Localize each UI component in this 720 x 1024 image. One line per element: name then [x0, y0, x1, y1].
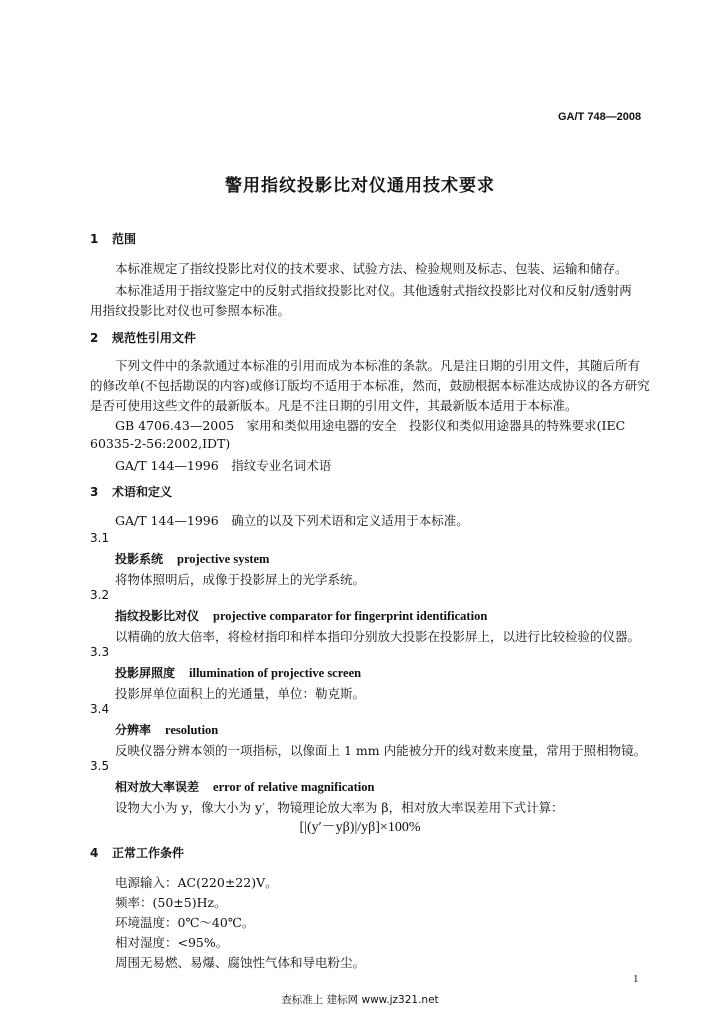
- term-3-1-definition: 将物体照明后，成像于投影屏上的光学系统。: [115, 572, 366, 587]
- document-title: 警用指纹投影比对仪通用技术要求: [225, 176, 495, 196]
- section-1-paragraph-1: 本标准规定了指纹投影比对仪的技术要求、试验方法、检验规则及标志、包装、运输和储存。: [115, 261, 628, 276]
- section-3-number: 3: [90, 485, 99, 499]
- section-2-paragraph-line-2: 的修改单(不包括勘误的内容)或修订版均不适用于本标准，然而，鼓励根据本标准达成协议的各方研究: [90, 378, 650, 393]
- section-2-paragraph-line-1: 下列文件中的条款通过本标准的引用而成为本标准的条款。凡是注日期的引用文件，其随后所有: [115, 358, 641, 373]
- term-3-1-english: projective system: [177, 552, 270, 566]
- section-1-paragraph-2-line-2: 用指纹投影比对仪也可参照本标准。: [90, 303, 291, 318]
- section-3-intro: GA/T 144—1996 确立的以及下列术语和定义适用于本标准。: [115, 513, 469, 528]
- term-3-1-heading: [115, 550, 269, 567]
- section-3-title: 术语和定义: [112, 485, 173, 499]
- term-3-5-number: 3.5: [90, 759, 110, 773]
- section-4-heading: [90, 844, 184, 861]
- page-number: 1: [633, 973, 639, 985]
- reference-2: GA/T 144—1996 指纹专业名词术语: [115, 458, 332, 473]
- footer-watermark-text: 查标准上 建标网 www.jz321.net: [281, 994, 439, 1006]
- reference-1-line-2: 60335-2-56:2002,IDT): [90, 436, 231, 451]
- section-2-number: 2: [90, 331, 99, 345]
- term-3-2-heading: [115, 607, 487, 624]
- term-3-2-english: projective comparator for fingerprint identification: [213, 609, 488, 623]
- standard-code: GA/T 748—2008: [558, 111, 642, 123]
- term-3-1-chinese: 投影系统: [115, 552, 164, 566]
- term-3-2-number: 3.2: [90, 588, 110, 602]
- term-3-3-definition: 投影屏单位面积上的光通量，单位：勒克斯。: [115, 686, 366, 701]
- term-3-1-number: 3.1: [90, 531, 110, 545]
- section-1-heading: [90, 230, 136, 247]
- section-1-paragraph-2-line-1: 本标准适用于指纹鉴定中的反射式指纹投影比对仪。其他透射式指纹投影比对仪和反射/透射两: [115, 283, 632, 298]
- term-3-2-definition: 以精确的放大倍率，将检材指印和样本指印分别放大投影在投影屏上，以进行比较检验的仪器。: [115, 629, 641, 644]
- term-3-3-number: 3.3: [90, 645, 110, 659]
- section-1-number: 1: [90, 232, 99, 246]
- section-2-paragraph-line-3: 是否可使用这些文件的最新版本。凡是不注日期的引用文件，其最新版本适用于本标准。: [90, 398, 578, 413]
- condition-environment: 周围无易燃、易爆、腐蚀性气体和导电粉尘。: [115, 955, 366, 970]
- term-3-4-definition: 反映仪器分辨本领的一项指标，以像面上 1 mm 内能被分开的线对数来度量，常用于照相物镜。: [115, 743, 647, 758]
- term-3-3-english: illumination of projective screen: [189, 666, 362, 680]
- term-3-3-heading: [115, 664, 361, 681]
- condition-temperature: 环境温度：0℃～40℃。: [115, 915, 255, 930]
- term-3-4-heading: [115, 721, 218, 738]
- condition-humidity: 相对湿度：<95%。: [115, 935, 229, 950]
- term-3-5-chinese: 相对放大率误差: [115, 780, 200, 794]
- term-3-5-definition: 设物大小为 y，像大小为 y′，物镜理论放大率为 β，相对放大率误差用下式计算：: [115, 800, 564, 815]
- section-2-title: 规范性引用文件: [112, 331, 197, 345]
- term-3-2-chinese: 指纹投影比对仪: [115, 609, 200, 623]
- section-4-number: 4: [90, 846, 99, 860]
- condition-frequency: 频率：(50±5)Hz。: [115, 895, 227, 910]
- section-4-title: 正常工作条件: [112, 846, 185, 860]
- condition-power-input: 电源输入：AC(220±22)V。: [115, 875, 278, 890]
- term-3-4-chinese: 分辨率: [115, 723, 152, 737]
- section-3-heading: [90, 483, 172, 500]
- section-2-heading: [90, 329, 196, 346]
- term-3-4-english: resolution: [165, 723, 219, 737]
- reference-1-line-1: GB 4706.43—2005 家用和类似用途电器的安全 投影仪和类似用途器具的特殊要求(IEC: [115, 418, 626, 433]
- term-3-3-chinese: 投影屏照度: [115, 666, 176, 680]
- term-3-5-english: error of relative magnification: [213, 780, 375, 794]
- section-1-title: 范围: [112, 232, 137, 246]
- term-3-4-number: 3.4: [90, 702, 110, 716]
- relative-magnification-formula: [|(y′－yβ)|/yβ]×100%: [299, 820, 421, 835]
- term-3-5-heading: [115, 778, 374, 795]
